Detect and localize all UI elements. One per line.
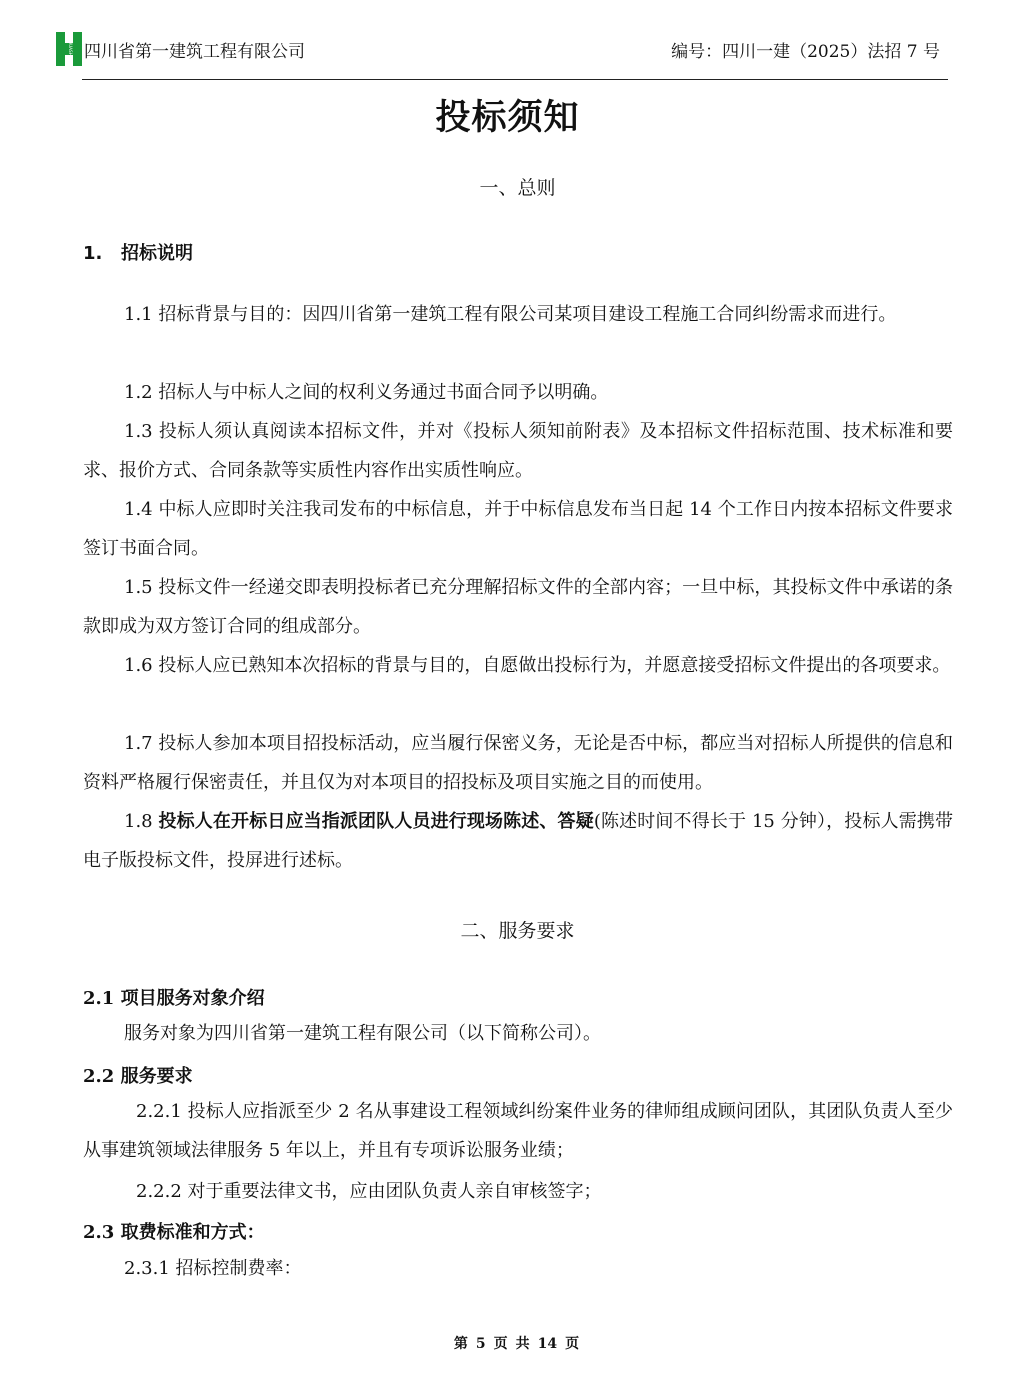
paragraph-1-4: 1.4 中标人应即时关注我司发布的中标信息，并于中标信息发布当日起 14 个工作日内按本招标文件要求签订书面合同。 xyxy=(83,499,953,559)
paragraph-2-2-2: 2.2.2 对于重要法律文书，应由团队负责人亲自审核签字； xyxy=(136,1181,602,1202)
paragraph-1-3: 1.3 投标人须认真阅读本招标文件，并对《投标人须知前附表》及本招标文件招标范围、技术标准和要求、报价方式、合同条款等实质性内容作出实质性响应。 xyxy=(83,421,953,481)
subsection-2-1-title: 2.1 项目服务对象介绍 xyxy=(83,988,265,1009)
paragraph-1-5: 1.5 投标文件一经递交即表明投标者已充分理解招标文件的全部内容；一旦中标，其投标文件中承诺的条款即成为双方签订合同的组成部分。 xyxy=(83,577,953,637)
paragraph-2-1: 服务对象为四川省第一建筑工程有限公司（以下简称公司）。 xyxy=(124,1023,601,1044)
paragraph-1-1: 1.1 招标背景与目的：因四川省第一建筑工程有限公司某项目建设工程施工合同纠纷需求而进行。 xyxy=(124,304,897,325)
company-name: 四川省第一建筑工程有限公司 xyxy=(84,42,305,62)
paragraph-2-3-1: 2.3.1 招标控制费率： xyxy=(124,1258,302,1279)
paragraph-1-2: 1.2 招标人与中标人之间的权利义务通过书面合同予以明确。 xyxy=(124,382,609,403)
subsection-title: 招标说明 xyxy=(121,243,193,264)
subsection-number: 1. xyxy=(83,243,103,264)
paragraph-1-7: 1.7 投标人参加本项目招投标活动，应当履行保密义务，无论是否中标，都应当对招标人所提供的信息和资料严格履行保密责任，并且仅为对本项目的招投标及项目实施之目的而使用。 xyxy=(83,733,953,793)
section-heading-service: 二、服务要求 xyxy=(460,920,575,942)
section-heading-general: 一、总则 xyxy=(479,177,556,199)
logo-text: HUASHI xyxy=(68,40,73,58)
page-title: 投标须知 xyxy=(435,98,580,138)
paragraph-1-6: 1.6 投标人应已熟知本次招标的背景与目的，自愿做出投标行为，并愿意接受招标文件提出的各项要求。 xyxy=(124,655,951,676)
total-pages: 14 xyxy=(537,1336,558,1352)
paragraph-1-8-emphasis: 投标人在开标日应当指派团队人员进行现场陈述、答疑 xyxy=(158,811,594,832)
current-page: 5 xyxy=(475,1336,486,1352)
subsection-bidding-description xyxy=(83,239,193,265)
document-number: 编号：四川一建（2025）法招 7 号 xyxy=(671,42,940,62)
paragraph-1-8: 1.8 投标人在开标日应当指派团队人员进行现场陈述、答疑(陈述时间不得长于 15 分钟），投标人需携带电子版投标文件，投屏进行述标。 xyxy=(83,811,953,871)
header-divider xyxy=(82,79,948,80)
paragraph-2-2-1: 2.2.1 投标人应指派至少 2 名从事建设工程领域纠纷案件业务的律师组成顾问团队，其团队负责人至少从事建筑领域法律服务 5 年以上，并且有专项诉讼服务业绩； xyxy=(83,1101,953,1161)
subsection-2-3-title: 2.3 取费标准和方式： xyxy=(83,1222,265,1243)
company-logo-icon xyxy=(56,32,82,66)
subsection-2-2-title: 2.2 服务要求 xyxy=(83,1066,193,1087)
page-footer: 第 5 页 共 14 页 xyxy=(453,1336,580,1352)
page-header xyxy=(56,28,948,78)
